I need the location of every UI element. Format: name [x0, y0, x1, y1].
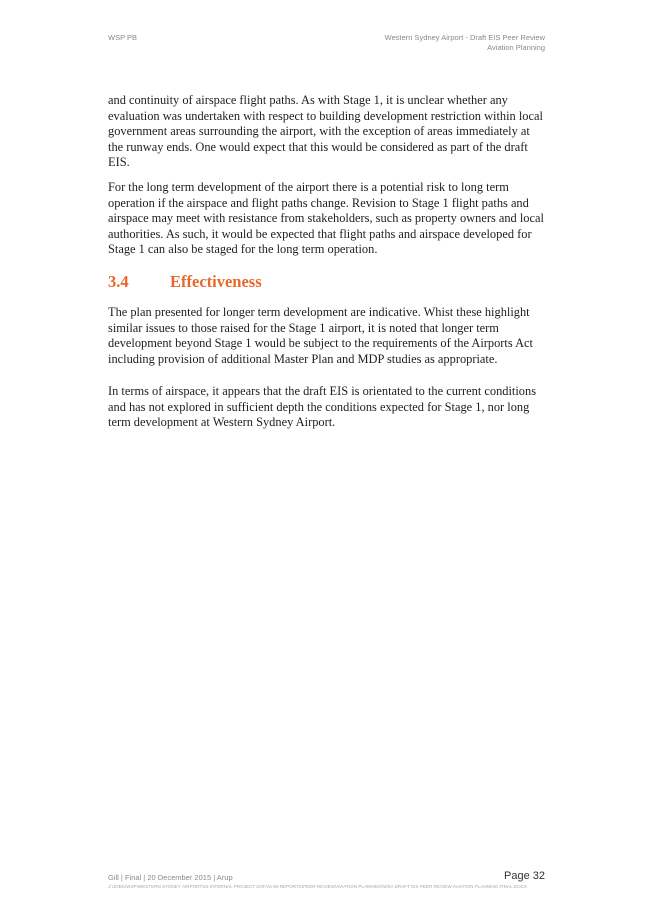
- page-number: Page 32: [504, 870, 545, 882]
- footer-file-path: J:\JOBS\WSP\WESTERN SYDNEY AIRPORT\04 INTERNAL PROJECT DATA\4-50 REPORTS\PEER REVIEW\AVIATION PLANNING\WSA DRAFT EIS PEER REVIEW AVIATION PLANNING FINAL.DOCX: [108, 884, 528, 889]
- section-paragraph-1: The plan presented for longer term development are indicative. Whist these highlight similar issues to those raised for the Stage 1 airport, it is noted that longer term development beyond Stage 1 would be subject to the requirements of the Airports Act including provision of additional Master Plan and MDP studies as appropriate.: [108, 305, 533, 366]
- section-number: 3.4: [108, 272, 129, 291]
- section-title: Effectiveness: [170, 272, 262, 291]
- paragraph-1: and continuity of airspace flight paths. As with Stage 1, it is unclear whether any evaluation was undertaken with respect to building development restriction within local government areas surrounding the airport, with the exception of areas immediately at the runway ends. One would expect that this would be considered as part of the draft EIS.: [108, 93, 543, 170]
- footer-left: Gill | Final | 20 December 2015 | Arup: [108, 873, 233, 882]
- paragraph-2: For the long term development of the airport there is a potential risk to long term operation if the airspace and flight paths change. Revision to Stage 1 flight paths and airspace may meet with resistance from stakeholders, such as property owners and local authorities. As such, it would be expected that flight paths and airspace developed for Stage 1 can also be staged for the long term operation.: [108, 180, 544, 257]
- section-paragraph-2: In terms of airspace, it appears that the draft EIS is orientated to the current conditions and has not explored in sufficient depth the conditions expected for Stage 1, nor long term development at Western Sydney Airport.: [108, 384, 537, 430]
- section-heading: [108, 272, 262, 292]
- header-right: [385, 33, 545, 52]
- header-left: WSP PB: [108, 33, 138, 42]
- header-right-line2: Aviation Planning: [487, 42, 545, 52]
- header-right-line1: Western Sydney Airport - Draft EIS Peer Review: [384, 33, 545, 42]
